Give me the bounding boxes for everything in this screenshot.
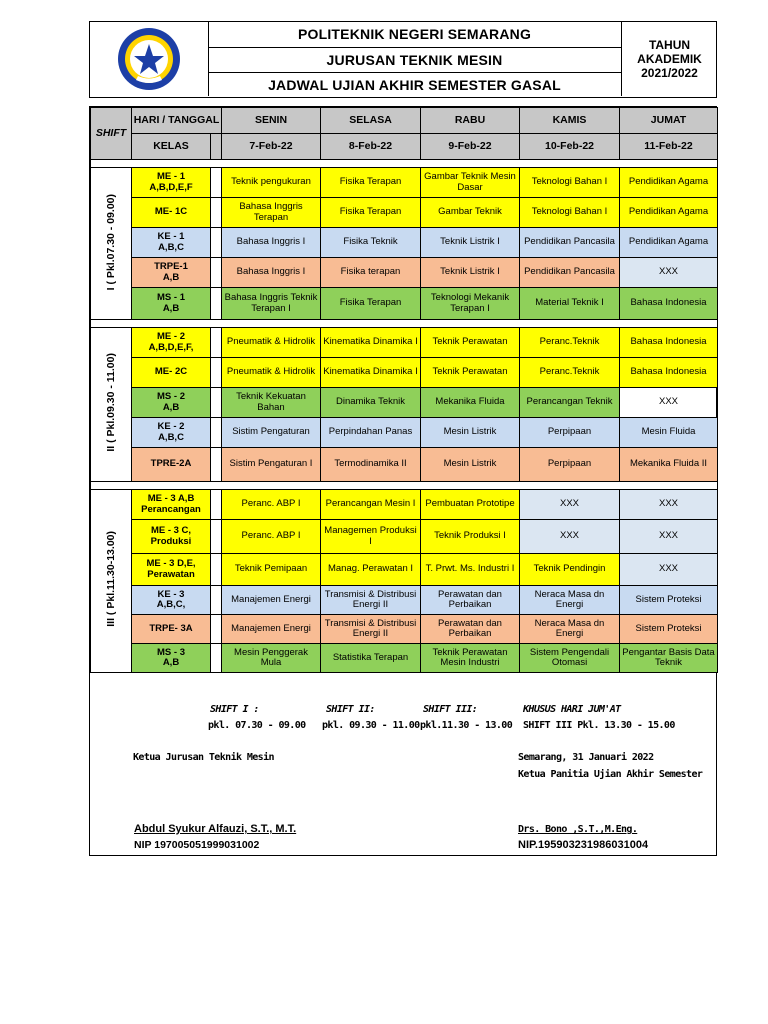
exam-subject-cell: Teknik Pemipaan — [222, 554, 321, 586]
exam-subject-cell: Teknik Listrik I — [421, 228, 520, 258]
exam-subject-cell: Pendidikan Pancasila — [520, 258, 620, 288]
class-label-line: TRPE-1 — [154, 261, 188, 272]
exam-subject-cell: Kinematika Dinamika I — [321, 328, 421, 358]
exam-subject-cell: Mekanika Fluida II — [620, 448, 718, 482]
class-label-line: Produksi — [150, 535, 192, 547]
exam-subject-cell: Bahasa Indonesia — [620, 328, 718, 358]
exam-subject-cell: Teknologi Bahan I — [520, 198, 620, 228]
exam-subject-cell: XXX — [520, 490, 620, 520]
narrow-spacer — [211, 328, 222, 358]
exam-subject-cell: Mesin Penggerak Mula — [222, 644, 321, 673]
signature-footer — [90, 702, 716, 854]
class-label-line: A,B — [162, 401, 180, 413]
exam-subject-cell: Mesin Listrik — [421, 418, 520, 448]
exam-subject-cell: Manajemen Energi — [222, 615, 321, 644]
day-header: KAMIS — [520, 108, 620, 134]
exam-subject-cell: Pendidikan Pancasila — [520, 228, 620, 258]
exam-subject-cell: Fisika Terapan — [321, 288, 421, 320]
exam-subject-cell: XXX — [620, 490, 718, 520]
schedule-table — [90, 107, 718, 673]
narrow-spacer — [211, 520, 222, 554]
date-header: 10-Feb-22 — [520, 134, 620, 160]
day-header: JUMAT — [620, 108, 718, 134]
narrow-spacer — [211, 288, 222, 320]
shift3-title: SHIFT III: — [423, 704, 478, 715]
class-label-line: ME- 2C — [154, 366, 188, 378]
shift3-time: pkl.11.30 - 13.00 — [420, 720, 513, 731]
class-label — [132, 490, 211, 520]
exam-subject-cell: Teknik Pendingin — [520, 554, 620, 586]
exam-subject-cell: XXX — [620, 258, 718, 288]
exam-subject-cell: Teknik Listrik I — [421, 258, 520, 288]
class-label-line: MS - 1 — [157, 292, 185, 303]
exam-subject-cell: Bahasa Indonesia — [620, 288, 718, 320]
exam-subject-cell: Mekanika Fluida — [421, 388, 520, 418]
class-label-line: KE - 2 — [157, 421, 185, 432]
class-label-line: A,B — [162, 657, 180, 668]
kelas-header: KELAS — [132, 134, 211, 160]
schedule-title: JADWAL UJIAN AKHIR SEMESTER GASAL — [268, 77, 561, 94]
exam-subject-cell: Fisika terapan — [321, 258, 421, 288]
date-header: 11-Feb-22 — [620, 134, 718, 160]
exam-subject-cell: Manajemen Energi — [222, 586, 321, 615]
class-label-line: TPRE-2A — [150, 458, 192, 470]
exam-subject-cell: Fisika Teknik — [321, 228, 421, 258]
class-label — [132, 198, 211, 228]
date-header: 8-Feb-22 — [321, 134, 421, 160]
narrow-spacer — [211, 418, 222, 448]
kelas-spacer — [211, 134, 222, 160]
exam-subject-cell: Mesin Listrik — [421, 448, 520, 482]
exam-subject-cell: Fisika Terapan — [321, 198, 421, 228]
exam-subject-cell: Perpipaan — [520, 418, 620, 448]
shift2-title: SHIFT II: — [326, 704, 375, 715]
class-label — [132, 418, 211, 448]
exam-subject-cell: Dinamika Teknik — [321, 388, 421, 418]
exam-subject-cell: Transmisi & Distribusi Energi II — [321, 586, 421, 615]
exam-subject-cell: XXX — [620, 388, 718, 418]
exam-subject-cell: Termodinamika II — [321, 448, 421, 482]
class-label-line: MS - 3 — [157, 646, 185, 658]
class-label — [132, 328, 211, 358]
exam-subject-cell: Pneumatik & Hidrolik — [222, 358, 321, 388]
class-label-line: A,B,C — [158, 241, 184, 253]
exam-subject-cell: Bahasa Indonesia — [620, 358, 718, 388]
right-signer-name: Drs. Bono ,S.T.,M.Eng. — [518, 824, 638, 835]
exam-subject-cell: Kinematika Dinamika I — [321, 358, 421, 388]
year-label-1: TAHUN — [648, 38, 691, 52]
friday-time: SHIFT III Pkl. 13.30 - 15.00 — [523, 720, 675, 731]
narrow-spacer — [211, 358, 222, 388]
shift-header: SHIFT — [91, 108, 132, 160]
class-label-line: KE - 3 — [157, 588, 185, 600]
exam-subject-cell: Peranc.Teknik — [520, 358, 620, 388]
class-label-line: ME - 1 — [157, 171, 185, 182]
exam-subject-cell: Pembuatan Prototipe — [421, 490, 520, 520]
exam-subject-cell: T. Prwt. Ms. Industri I — [421, 554, 520, 586]
polines-logo-icon — [116, 26, 182, 92]
class-label-line: ME - 3 A,B — [147, 493, 195, 504]
class-label — [132, 520, 211, 554]
class-label — [132, 358, 211, 388]
day-header: SENIN — [222, 108, 321, 134]
class-label-line: ME - 3 D,E, — [146, 558, 196, 569]
logo-cell — [90, 22, 209, 96]
class-label — [132, 615, 211, 644]
date-header: 7-Feb-22 — [222, 134, 321, 160]
friday-title: KHUSUS HARI JUM'AT — [523, 704, 621, 715]
exam-subject-cell: XXX — [520, 520, 620, 554]
exam-subject-cell: Bahasa Inggris Terapan — [222, 198, 321, 228]
document-header — [89, 21, 717, 98]
exam-subject-cell: Sistem Pengendali Otomasi — [520, 644, 620, 673]
hari-tanggal-header: HARI / TANGGAL — [132, 108, 222, 134]
class-label-line: ME - 3 C, — [150, 525, 192, 536]
day-header: RABU — [421, 108, 520, 134]
shift1-time: pkl. 07.30 - 09.00 — [208, 720, 306, 731]
exam-subject-cell: Perancangan Teknik — [520, 388, 620, 418]
narrow-spacer — [211, 388, 222, 418]
left-signer-nip: NIP 197005051999031002 — [134, 839, 260, 851]
year-value: 2021/2022 — [641, 66, 698, 80]
exam-subject-cell: Sistem Proteksi — [620, 615, 718, 644]
class-label-line: KE - 1 — [157, 231, 185, 242]
exam-subject-cell: Transmisi & Distribusi Energi II — [321, 615, 421, 644]
class-label-line: A,B — [162, 302, 180, 314]
exam-subject-cell: Perawatan dan Perbaikan — [421, 586, 520, 615]
class-label-line: A,B,D,E,F — [149, 181, 193, 193]
class-label-line: ME- 1C — [154, 206, 188, 218]
shift-period-text: III ( Pkl.11.30-13.00) — [104, 531, 117, 628]
exam-subject-cell: Perancangan Mesin I — [321, 490, 421, 520]
class-label — [132, 554, 211, 586]
exam-subject-cell: Neraca Masa dn Energi — [520, 586, 620, 615]
class-label-line: A,B — [162, 271, 180, 283]
exam-subject-cell: Peranc. ABP I — [222, 520, 321, 554]
right-signer-role: Ketua Panitia Ujian Akhir Semester — [518, 769, 703, 780]
class-label — [132, 586, 211, 615]
exam-subject-cell: Pendidikan Agama — [620, 168, 718, 198]
exam-subject-cell: Perpindahan Panas — [321, 418, 421, 448]
narrow-spacer — [211, 228, 222, 258]
class-label — [132, 228, 211, 258]
place-date: Semarang, 31 Januari 2022 — [518, 752, 654, 763]
exam-subject-cell: Manag. Perawatan I — [321, 554, 421, 586]
shift2-time: pkl. 09.30 - 11.00 — [322, 720, 420, 731]
exam-subject-cell: Teknik Perawatan — [421, 328, 520, 358]
exam-subject-cell: Sistem Proteksi — [620, 586, 718, 615]
class-label — [132, 388, 211, 418]
exam-subject-cell: Teknologi Bahan I — [520, 168, 620, 198]
narrow-spacer — [211, 258, 222, 288]
exam-subject-cell: Sistim Pengaturan I — [222, 448, 321, 482]
exam-subject-cell: Teknik Kekuatan Bahan — [222, 388, 321, 418]
shift1-title: SHIFT I : — [210, 704, 259, 715]
date-header: 9-Feb-22 — [421, 134, 520, 160]
exam-subject-cell: Pendidikan Agama — [620, 228, 718, 258]
class-label-line: TRPE- 3A — [149, 622, 193, 634]
left-signer-role: Ketua Jurusan Teknik Mesin — [133, 752, 274, 763]
exam-subject-cell: Neraca Masa dn Energi — [520, 615, 620, 644]
schedule-panel — [89, 106, 717, 856]
exam-subject-cell: XXX — [620, 554, 718, 586]
shift-period-label — [91, 168, 132, 320]
narrow-spacer — [211, 586, 222, 615]
narrow-spacer — [211, 198, 222, 228]
narrow-spacer — [211, 448, 222, 482]
class-label — [132, 448, 211, 482]
exam-subject-cell: Managemen Produksi I — [321, 520, 421, 554]
exam-subject-cell: Perawatan dan Perbaikan — [421, 615, 520, 644]
narrow-spacer — [211, 168, 222, 198]
class-label — [132, 644, 211, 673]
class-label-line: MS - 2 — [157, 391, 185, 402]
class-label-line: Perancangan — [141, 503, 201, 515]
exam-subject-cell: Teknologi Mekanik Terapan I — [421, 288, 520, 320]
year-label-2: AKADEMIK — [637, 52, 702, 66]
shift-period-label — [91, 328, 132, 482]
class-label-line: Perawatan — [147, 568, 195, 580]
class-label-line: A,B,C — [158, 431, 184, 443]
class-label-line: A,B,C, — [156, 599, 186, 610]
exam-subject-cell: Gambar Teknik Mesin Dasar — [421, 168, 520, 198]
exam-subject-cell: Teknik Perawatan — [421, 358, 520, 388]
exam-subject-cell: Pneumatik & Hidrolik — [222, 328, 321, 358]
exam-subject-cell: Pendidikan Agama — [620, 198, 718, 228]
gap-row — [91, 320, 718, 328]
exam-subject-cell: Teknik Produksi I — [421, 520, 520, 554]
exam-subject-cell: Pengantar Basis Data Teknik — [620, 644, 718, 673]
shift-period-text: II ( Pkl.09.30 - 11.00) — [104, 353, 117, 453]
exam-subject-cell: Teknik Perawatan Mesin Industri — [421, 644, 520, 673]
narrow-spacer — [211, 644, 222, 673]
shift-period-label — [91, 490, 132, 673]
exam-subject-cell: Bahasa Inggris Teknik Terapan I — [222, 288, 321, 320]
exam-subject-cell: Teknik pengukuran — [222, 168, 321, 198]
exam-subject-cell: Perpipaan — [520, 448, 620, 482]
department-name: JURUSAN TEKNIK MESIN — [208, 48, 621, 74]
exam-subject-cell: Mesin Fluida — [620, 418, 718, 448]
exam-subject-cell: Peranc.Teknik — [520, 328, 620, 358]
exam-subject-cell: Gambar Teknik — [421, 198, 520, 228]
institution-name: POLITEKNIK NEGERI SEMARANG — [208, 22, 621, 48]
class-label — [132, 168, 211, 198]
shift-period-text: I ( Pkl.07.30 - 09.00) — [104, 193, 117, 290]
exam-subject-cell: Sistim Pengaturan — [222, 418, 321, 448]
exam-subject-cell: Bahasa Inggris I — [222, 228, 321, 258]
exam-subject-cell: Peranc. ABP I — [222, 490, 321, 520]
right-signer-nip: NIP.195903231986031004 — [518, 839, 649, 851]
class-label-line: A,B,D,E,F, — [148, 341, 194, 353]
exam-subject-cell: Bahasa Inggris I — [222, 258, 321, 288]
class-label — [132, 288, 211, 320]
exam-subject-cell: Fisika Terapan — [321, 168, 421, 198]
exam-subject-cell: Statistika Terapan — [321, 644, 421, 673]
day-header: SELASA — [321, 108, 421, 134]
left-signer-name: Abdul Syukur Alfauzi, S.T., M.T. — [134, 823, 297, 835]
gap-row — [91, 160, 718, 168]
class-label-line: ME - 2 — [157, 331, 185, 342]
class-label — [132, 258, 211, 288]
exam-subject-cell: Material Teknik I — [520, 288, 620, 320]
exam-subject-cell: XXX — [620, 520, 718, 554]
academic-year — [621, 22, 717, 96]
narrow-spacer — [211, 554, 222, 586]
gap-row — [91, 482, 718, 490]
narrow-spacer — [211, 615, 222, 644]
narrow-spacer — [211, 490, 222, 520]
